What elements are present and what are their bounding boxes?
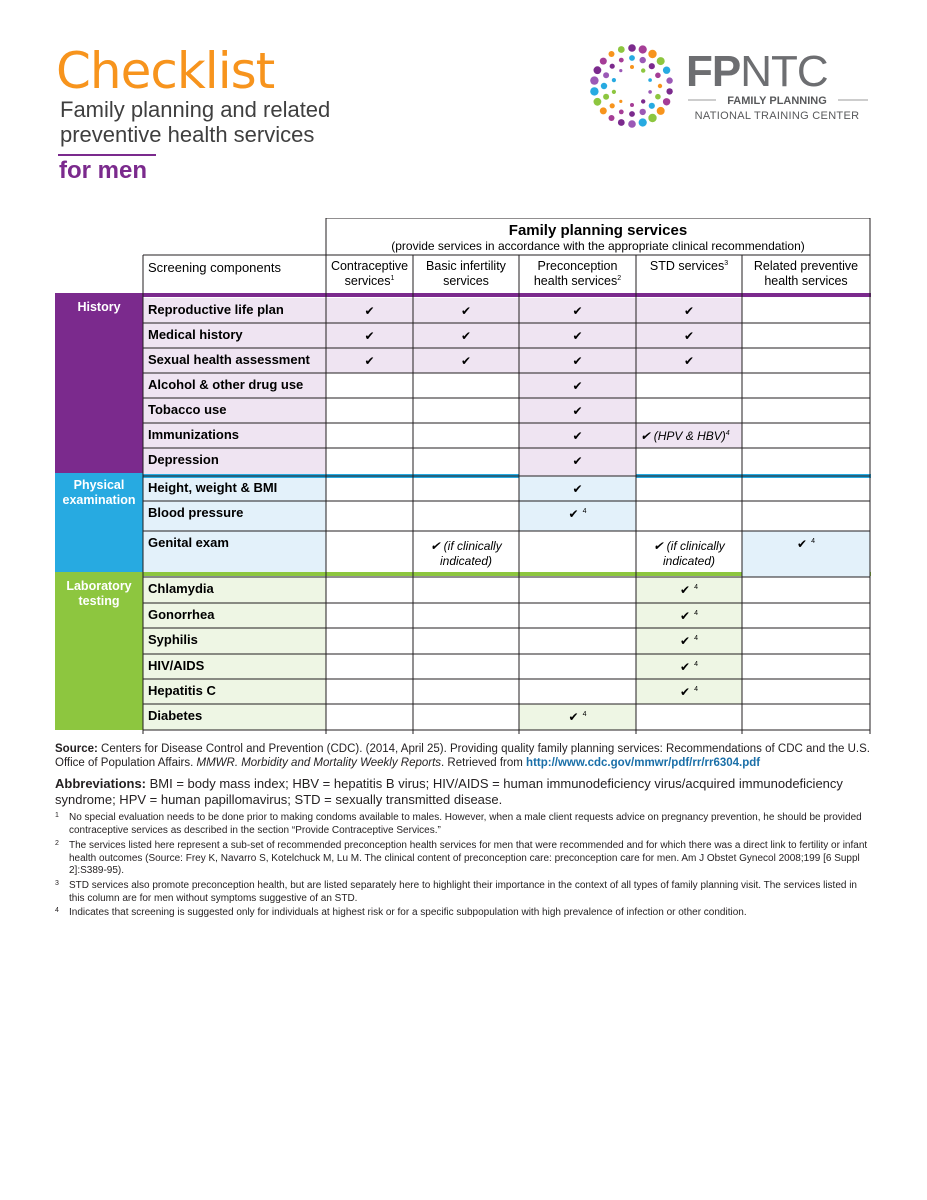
row-label: Genital exam <box>148 535 229 550</box>
source-retrieved: . Retrieved from <box>441 757 527 769</box>
column-header: services$^1$ <box>344 274 395 288</box>
check-mark: ✔ $^4$ <box>680 660 698 674</box>
logo-dot <box>639 118 647 126</box>
logo-dot <box>629 55 635 61</box>
footnote-number: 4 <box>55 907 59 914</box>
logo-acronym-bold: FP <box>686 47 741 96</box>
column-header: Basic infertility <box>426 259 506 273</box>
logo-dot <box>619 58 624 63</box>
logo-acronym-light: NTC <box>740 47 828 96</box>
logo-dot <box>657 107 665 115</box>
group-title: Family planning services <box>508 222 688 239</box>
check-mark: ✔ <box>364 304 375 318</box>
footnote-3 <box>55 880 870 905</box>
logo-dot <box>640 109 646 115</box>
row-label: HIV/AIDS <box>148 658 205 673</box>
fpntc-logo <box>588 42 878 132</box>
logo-dot <box>630 103 634 107</box>
logo-dot <box>612 90 616 94</box>
footnote-text: STD services also promote preconception health, but are listed separately here to highlight their importance in the context of all types of family planning visit. The services listed in this column are for men without symptoms suggestive of an STD. <box>69 880 857 904</box>
logo-line2: NATIONAL TRAINING CENTER <box>694 110 860 122</box>
logo-dot <box>618 119 625 126</box>
logo-dot <box>649 63 655 69</box>
check-mark: ✔ <box>683 329 695 343</box>
column-header: Screening components <box>148 260 281 275</box>
logo-dot <box>641 68 645 72</box>
logo-dot <box>648 50 656 58</box>
row-label: Tobacco use <box>148 402 227 417</box>
row-label: Chlamydia <box>148 581 214 596</box>
logo-acronym <box>686 47 828 96</box>
row-label: Height, weight & BMI <box>148 480 278 495</box>
logo-line1: FAMILY PLANNING <box>727 95 827 107</box>
check-mark: ✔ $^4$ <box>680 685 698 699</box>
logo-dot <box>619 110 624 115</box>
logo-dot <box>629 111 635 117</box>
check-mark: ✔ <box>364 329 375 343</box>
check-mark: ✔ <box>572 482 583 496</box>
category-block <box>55 295 143 476</box>
row-label: Depression <box>148 452 219 467</box>
check-mark: ✔ <box>572 429 583 443</box>
row-label: Blood pressure <box>148 505 244 520</box>
page-subtitle: Family planning and related preventive health services <box>60 97 331 147</box>
footnote-number: 1 <box>55 812 59 819</box>
footnote-text: Indicates that screening is suggested only for individuals at highest risk or for a specific subpopulation with high prevalence of infection or other condition. <box>69 907 747 918</box>
logo-dot <box>600 107 607 114</box>
check-mark: ✔ $^4$ <box>568 507 587 521</box>
cell-note: ✔ (if clinically <box>653 539 725 553</box>
footnote-text: The services listed here represent a sub-set of recommended preconception health services for men that were recommended and for which there was a direct link to fertility or infant health outcomes (Source: Frey K, Navarro S, Kotelchuck M, Lu M. The clinical content of preconception care: preconception care for men. Am J Obstet Gynecol 2008;199 [6 Suppl 2]:S389-95). <box>69 840 868 876</box>
category-divider-bar <box>55 293 871 297</box>
footnote-number: 2 <box>55 840 59 847</box>
page-title: Checklist <box>56 42 275 100</box>
check-mark: ✔ $^4$ <box>680 609 698 623</box>
abbreviations-lead: Abbreviations: <box>55 776 147 791</box>
logo-dot <box>648 114 656 122</box>
category-label: History <box>77 300 121 314</box>
column-header: health services$^2$ <box>533 274 622 288</box>
logo-dot <box>594 66 602 74</box>
cell-note: indicated) <box>662 554 716 568</box>
category-label: Laboratory <box>66 579 132 593</box>
check-mark: ✔ <box>683 354 695 368</box>
check-mark: ✔ <box>460 329 472 343</box>
category-label: examination <box>62 493 136 507</box>
check-mark: ✔ <box>572 454 583 468</box>
logo-dot <box>619 100 622 103</box>
source-lead: Source: <box>55 743 98 755</box>
footnote-4 <box>55 907 870 920</box>
row-label: Sexual health assessment <box>148 352 310 367</box>
check-mark: ✔ $^4$ <box>797 537 815 551</box>
category-label: Physical <box>73 478 125 492</box>
logo-dot <box>663 67 670 74</box>
audience-label: for men <box>59 157 148 184</box>
logo-dot <box>601 83 607 89</box>
check-mark: ✔ <box>572 354 583 368</box>
logo-dot <box>612 78 616 82</box>
logo-dot <box>630 65 634 69</box>
abbreviations <box>55 776 870 808</box>
check-mark: ✔ <box>683 304 695 318</box>
logo-dots-icon <box>590 44 673 128</box>
column-header: health services <box>764 274 848 288</box>
check-mark: ✔ $^4$ <box>680 634 698 648</box>
row-label: Syphilis <box>148 632 198 647</box>
services-checklist-table <box>55 218 871 734</box>
row-label: Gonorrhea <box>148 607 215 622</box>
logo-dot <box>655 94 661 100</box>
row-label: Hepatitis C <box>148 683 216 698</box>
logo-dot <box>666 77 672 83</box>
cell-note: ✔ (if clinically <box>430 539 502 553</box>
source-link[interactable]: http://www.cdc.gov/mmwr/pdf/rr/rr6304.pdf <box>526 757 761 769</box>
footnote-number: 3 <box>55 880 59 887</box>
abbreviations-text: BMI = body mass index; HBV = hepatitis B virus; HIV/AIDS = human immunodeficiency virus/acquired immunodeficiency syndrome; HPV = human papillomavirus; STD = sexually transmitted disease. <box>55 776 843 807</box>
logo-dot <box>648 90 652 94</box>
check-mark: ✔ <box>572 379 583 393</box>
footnote-1 <box>55 812 870 837</box>
row-label: Diabetes <box>148 708 203 723</box>
column-header: Related preventive <box>753 259 859 273</box>
logo-dot <box>610 64 615 69</box>
category-label: testing <box>78 594 120 608</box>
logo-dot <box>590 87 598 95</box>
column-header: Preconception <box>537 259 618 273</box>
logo-dot <box>641 99 645 103</box>
row-label: Immunizations <box>148 427 240 442</box>
cell-note: indicated) <box>439 554 493 568</box>
check-mark: ✔ <box>572 304 583 318</box>
check-mark: ✔ <box>572 329 583 343</box>
column-header: Contraceptive <box>330 259 409 273</box>
check-mark: ✔ <box>460 304 472 318</box>
logo-dot <box>594 98 602 106</box>
check-mark: ✔ <box>572 404 583 418</box>
row-label: Medical history <box>148 327 243 342</box>
logo-dot <box>600 58 607 65</box>
logo-dot <box>628 120 636 128</box>
logo-dot <box>648 78 652 82</box>
cell-note: ✔ (HPV & HBV)$^4$ <box>640 429 730 443</box>
logo-dot <box>649 103 655 109</box>
logo-dot <box>655 73 661 79</box>
logo-dot <box>618 46 625 53</box>
logo-dot <box>610 103 615 108</box>
logo-dot <box>603 94 609 100</box>
logo-dot <box>603 72 609 78</box>
check-mark: ✔ <box>460 354 472 368</box>
column-header: STD services$^3$ <box>649 259 729 273</box>
column-header: services <box>443 274 489 288</box>
logo-dot <box>666 88 672 94</box>
logo-dot <box>628 44 636 52</box>
logo-dot <box>639 45 647 53</box>
logo-dot <box>619 69 622 72</box>
source-journal: MMWR. Morbidity and Mortality Weekly Reports <box>196 757 442 769</box>
footnote-2 <box>55 840 870 878</box>
title-divider <box>58 154 156 156</box>
row-label: Alcohol & other drug use <box>148 377 304 392</box>
source-citation <box>55 742 870 770</box>
group-subtitle: (provide services in accordance with the appropriate clinical recommendation) <box>391 239 805 253</box>
check-mark: ✔ <box>364 354 375 368</box>
logo-dot <box>663 98 670 105</box>
row-label: Reproductive life plan <box>148 302 284 317</box>
logo-dot <box>590 76 598 84</box>
logo-dot <box>609 115 615 121</box>
logo-dot <box>658 84 662 88</box>
check-mark: ✔ $^4$ <box>568 710 587 724</box>
check-mark: ✔ $^4$ <box>680 583 698 597</box>
logo-dot <box>640 57 646 63</box>
source-text: Centers for Disease Control and Prevention (CDC). (2014, April 25). Providing quality family planning services: Recommendations of CDC and the U.S. Office of Population Affairs. <box>55 743 870 769</box>
logo-dot <box>609 51 615 57</box>
footnote-text: No special evaluation needs to be done prior to making condoms available to males. However, when a male client requests advice on pregnancy prevention, he should be provided contraceptive services as described in the section “Provide Contraceptive Services.” <box>69 812 862 836</box>
logo-dot <box>657 57 665 65</box>
